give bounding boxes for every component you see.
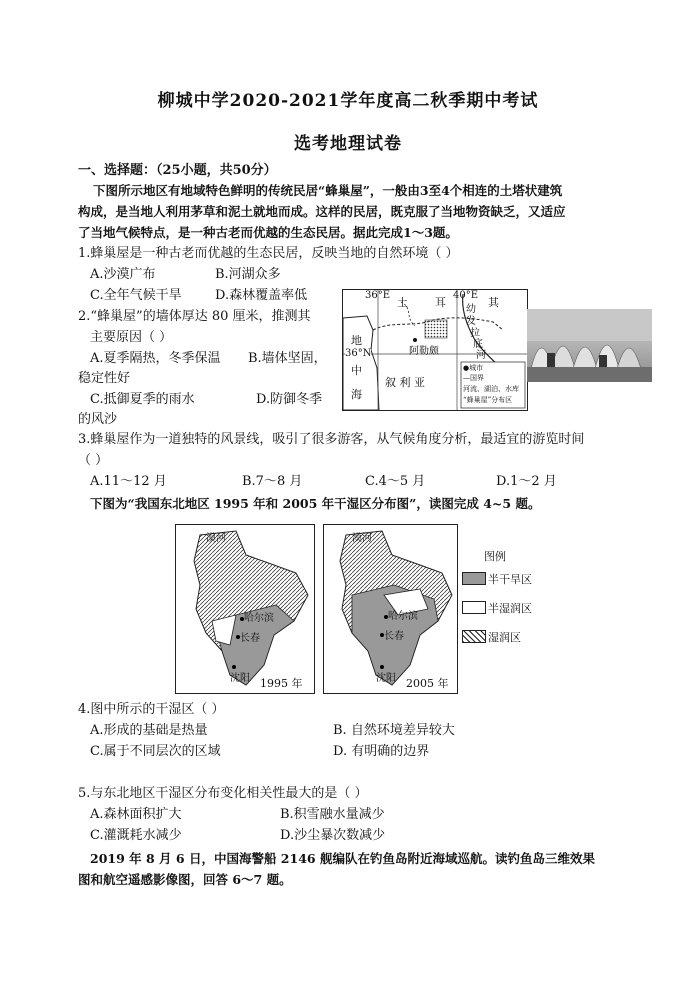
q2-stem-1: 2.“蜂巢屋”的墙体厚达 80 厘米，推测其 [78, 309, 311, 324]
map2-legend-title: 图例 [484, 550, 506, 563]
legend-border: —国界 [463, 374, 484, 382]
section2-intro: 下图为“我国东北地区 1995 年和 2005 年干湿区分布图”，读图完成 4~5 题。 [90, 496, 541, 511]
q1-option-c: C.全年气候干旱 [90, 288, 182, 303]
page-subtitle: 选考地理试卷 [294, 134, 402, 154]
river-label-1: 幼 [466, 304, 476, 315]
q4-option-b: B. 自然环境差异较大 [333, 723, 455, 738]
river-label-2: 发 [466, 316, 476, 327]
intro-line-1: 下图所示地区有地域特色鲜明的传统民居“蜂巢屋”，一般由3至4个相连的土塔状建筑 [93, 183, 563, 198]
beehive-house-photo [527, 309, 652, 382]
legend-river: 河流、湖泊、水库 [463, 385, 519, 393]
northeast-map-2005 [323, 524, 458, 694]
city-changchun-2005: 长春 [384, 631, 404, 642]
q2-stem-2: 主要原因（ ） [90, 330, 173, 345]
q2-option-b: B.墙体坚固， [248, 351, 327, 366]
section3-intro-2: 图和航空遥感影像图，回答 6～7 题。 [78, 872, 292, 887]
lon-label-36e: 36°E [365, 290, 391, 301]
city-mohe-2005: 漠河 [352, 533, 372, 544]
city-harbin-1995: 哈尔滨 [244, 613, 274, 624]
river-label-4: 底 [473, 339, 483, 350]
q5-option-d: D.沙尘暴次数减少 [280, 828, 386, 843]
q3-option-b: B.7～8 月 [242, 474, 303, 489]
q5-option-c: C.灌溉耗水减少 [90, 828, 182, 843]
legend-zone: “蜂巢屋”分布区 [463, 396, 513, 404]
section-heading: 一、选择题：（25小题，共50分） [78, 163, 277, 178]
q3-option-c: C.4～5 月 [365, 474, 426, 489]
city-harbin-2005: 哈尔滨 [388, 611, 418, 622]
sea-label-2: 中 [351, 364, 362, 377]
river-label-5: 河 [476, 350, 486, 361]
beehive-house-drawing [527, 309, 652, 382]
q2-option-d-cont: 的风沙 [78, 412, 118, 427]
legend-label-humid: 湿润区 [488, 631, 521, 644]
lat-label-36n: 36°N [345, 348, 372, 359]
legend-swatch-semiarid [462, 572, 486, 585]
year-1995: 1995 年 [260, 677, 303, 690]
q4-stem: 4.图中所示的干湿区（ ） [78, 702, 225, 717]
q5-option-a: A.森林面积扩大 [90, 807, 182, 822]
city-changchun-1995: 长春 [240, 633, 260, 644]
q1-stem: 1.蜂巢屋是一种古老而优越的生态民居，反映当地的自然环境（ ） [78, 246, 459, 261]
legend-swatch-humid [462, 630, 486, 643]
q3-stem-2: （ ） [78, 453, 109, 468]
syria-label: 叙 利 亚 [385, 376, 425, 389]
q3-option-a: A.11～12 月 [90, 474, 167, 489]
q5-stem: 5.与东北地区干湿区分布变化相关性最大的是（ ） [78, 786, 368, 801]
turkey-label-3: 其 [488, 296, 499, 309]
northeast-map-1995 [175, 524, 315, 694]
q2-option-c: C.抵御夏季的雨水 [90, 392, 195, 407]
q1-option-b: B.河湖众多 [215, 267, 281, 282]
q4-option-d: D. 有明确的边界 [333, 744, 430, 759]
page-title: 柳城中学2020-2021学年度高二秋季期中考试 [157, 91, 539, 111]
river-label-3: 拉 [470, 328, 480, 339]
year-2005: 2005 年 [406, 677, 449, 690]
q5-option-b: B.积雪融水量减少 [280, 807, 385, 822]
city-label-aleppo: 阿勒颇 [409, 346, 439, 357]
turkey-label-1: 土 [397, 296, 408, 309]
q2-option-b-cont: 稳定性好 [78, 371, 131, 386]
section3-intro-1: 2019 年 8 月 6 日，中国海警船 2146 舰编队在钓鱼岛附近海域巡航。读钓鱼岛三维效果 [90, 851, 595, 866]
q3-stem-1: 3.蜂巢屋作为一道独特的风景线，吸引了很多游客，从气候角度分析，最适宜的游览时间 [78, 432, 585, 447]
syria-map [342, 289, 528, 411]
city-shenyang-2005: 沈阳 [376, 673, 396, 684]
city-shenyang-1995: 沈阳 [230, 673, 250, 684]
sea-label-1: 地 [351, 334, 362, 347]
turkey-label-2: 耳 [435, 296, 446, 309]
legend-label-semiarid: 半干旱区 [488, 573, 532, 586]
q2-option-a: A.夏季隔热，冬季保温 [90, 351, 221, 366]
q4-option-c: C.属于不同层次的区域 [90, 744, 221, 759]
legend-city: ●城市 [463, 364, 484, 372]
sea-label-3: 海 [351, 388, 362, 401]
intro-line-3: 了当地气候特点，是一种古老而优越的生态民居。据此完成1～3题。 [78, 225, 458, 240]
q4-option-a: A.形成的基础是热量 [90, 723, 208, 738]
q3-option-d: D.1～2 月 [496, 474, 557, 489]
lon-label-40e: 40°E [453, 290, 479, 301]
q1-option-d: D.森林覆盖率低 [215, 288, 308, 303]
q1-option-a: A.沙漠广布 [90, 267, 156, 282]
intro-line-2: 构成，是当地人利用茅草和泥土就地而成。这样的民居，既克服了当地物资缺乏，又适应 [78, 204, 566, 219]
city-mohe-1995: 漠河 [206, 533, 226, 544]
legend-label-semihumid: 半湿润区 [488, 602, 532, 615]
q2-option-d: D.防御冬季 [256, 392, 323, 407]
legend-swatch-semihumid [462, 601, 486, 614]
